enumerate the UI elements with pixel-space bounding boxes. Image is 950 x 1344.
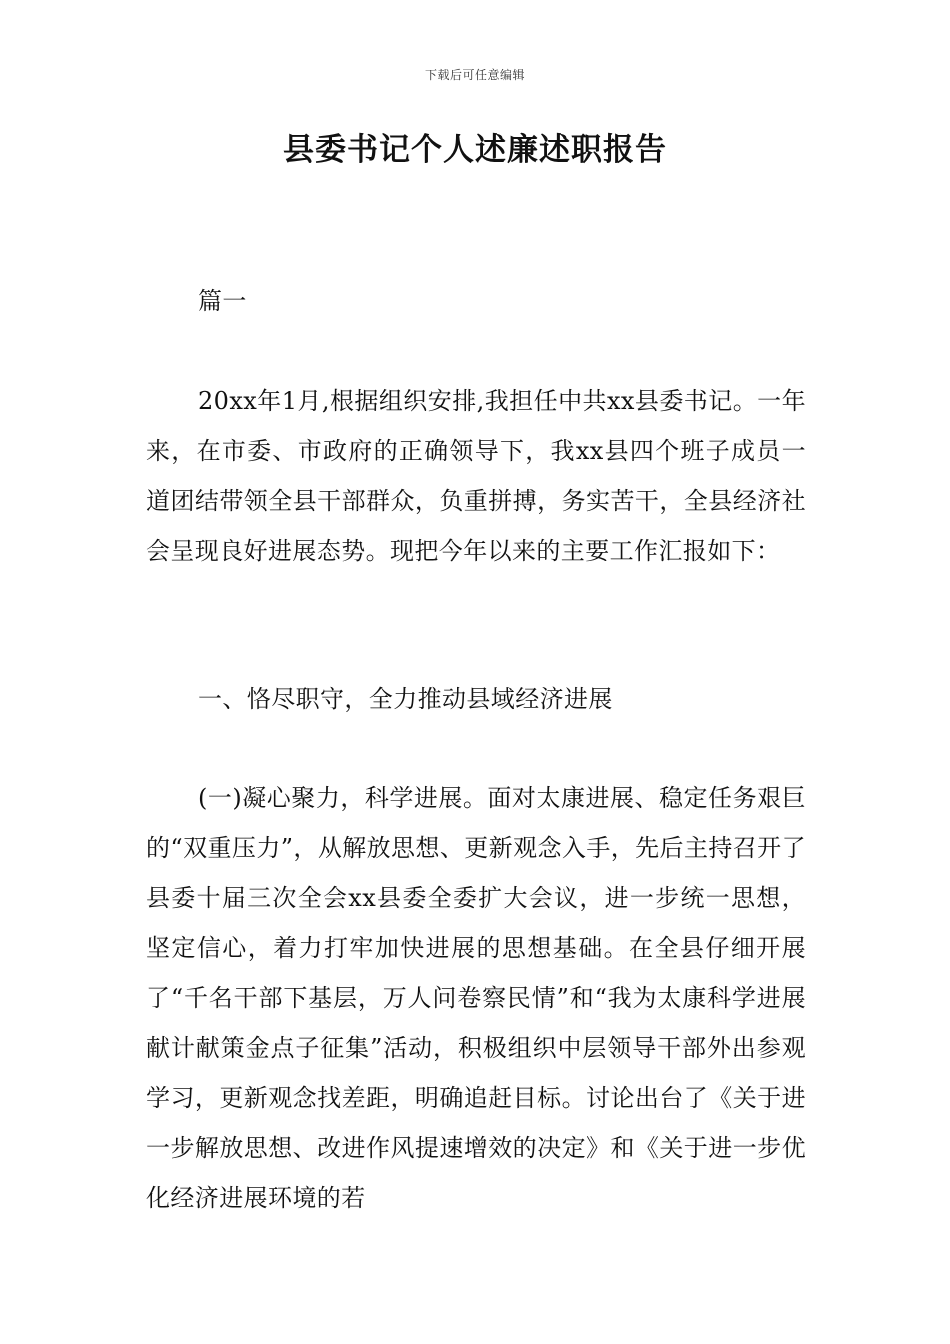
header-note: 下载后可任意编辑 [424,68,525,82]
section-label: 篇一 [198,287,247,315]
document-title: 县委书记个人述廉述职报告 [283,132,667,168]
intro-paragraph: 20xx年1月,根据组织安排,我担任中共xx县委书记。一年来，在市委、市政府的正确领导下，我xx县四个班子成员一道团结带领全县干部群众，负重拼搏，务实苦干，全县经济社会呈现良好进展态势。现把今年以来的主要工作汇报如下： [146,387,806,565]
body-paragraph: (一)凝心聚力，科学进展。面对太康进展、稳定任务艰巨的“双重压力”，从解放思想、更新观念入手，先后主持召开了县委十届三次全会xx县委全委扩大会议，进一步统一思想，坚定信心，着力打牢加快进展的思想基础。在全县仔细开展了“千名干部下基层，万人问卷察民情”和“我为太康科学进展献计献策金点子征集”活动，积极组织中层领导干部外出参观学习，更新观念找差距，明确追赶目标。讨论出台了《关于进一步解放思想、改进作风提速增效的决定》和《关于进一步优化经济进展环境的若 [146,784,806,1212]
section-heading: 一、恪尽职守，全力推动县域经济进展 [198,685,613,713]
